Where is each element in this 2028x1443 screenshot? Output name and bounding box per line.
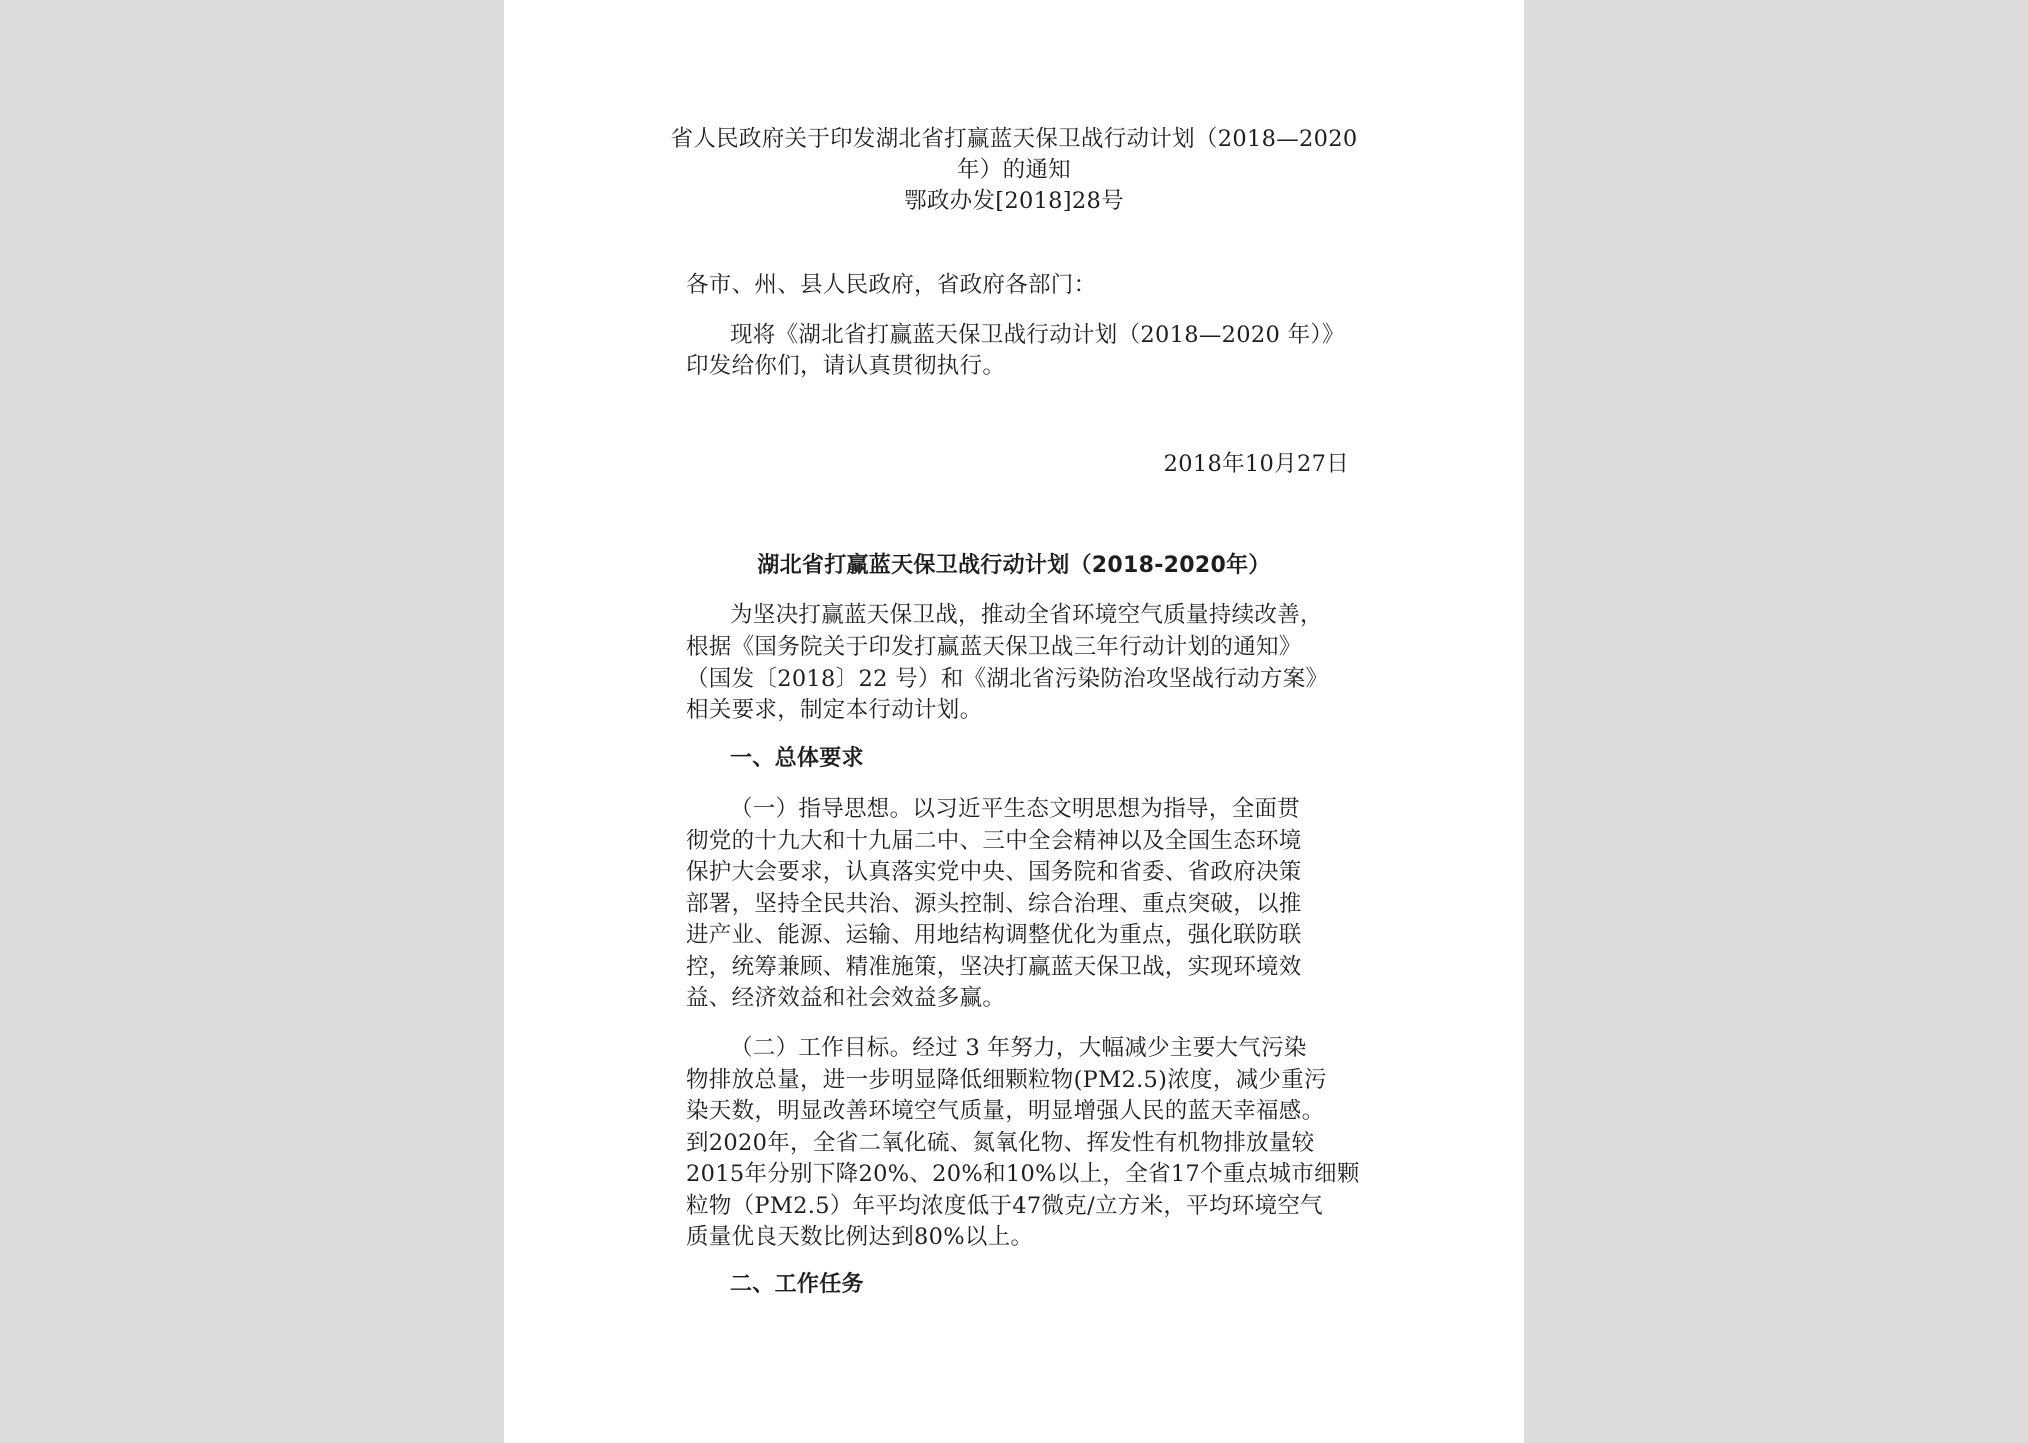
paragraph-line: 部署，坚持全民共治、源头控制、综合治理、重点突破，以推 (686, 891, 1302, 917)
section-heading-2: 二、工作任务 (730, 1272, 864, 1297)
document-number: 鄂政办发[2018]28号 (904, 188, 1124, 214)
paragraph-line: 彻党的十九大和十九届二中、三中全会精神以及全国生态环境 (686, 828, 1302, 854)
paragraph-line: （二）工作目标。经过 3 年努力，大幅减少主要大气污染 (730, 1035, 1307, 1061)
paragraph-line: （一）指导思想。以习近平生态文明思想为指导，全面贯 (730, 796, 1301, 822)
intro-line: 为坚决打赢蓝天保卫战，推动全省环境空气质量持续改善， (730, 602, 1323, 628)
paragraph-line: 物排放总量，进一步明显降低细颗粒物(PM2.5)浓度，减少重污 (686, 1067, 1327, 1093)
paragraph-line: 粒物（PM2.5）年平均浓度低于47微克/立方米，平均环境空气 (686, 1193, 1323, 1219)
section-heading-1: 一、总体要求 (730, 746, 864, 771)
paragraph-line: 2015年分别下降20%、20%和10%以上，全省17个重点城市细颗 (686, 1161, 1360, 1187)
notice-title-line-1: 省人民政府关于印发湖北省打赢蓝天保卫战行动计划（2018—2020 (670, 126, 1358, 152)
notice-body-line: 印发给你们，请认真贯彻执行。 (686, 353, 1006, 379)
plan-title: 湖北省打赢蓝天保卫战行动计划（2018-2020年） (757, 553, 1271, 578)
intro-line: 相关要求，制定本行动计划。 (686, 697, 983, 723)
paragraph-line: 保护大会要求，认真落实党中央、国务院和省委、省政府决策 (686, 859, 1302, 885)
intro-line: 根据《国务院关于印发打赢蓝天保卫战三年行动计划的通知》 (686, 634, 1302, 660)
issue-date: 2018年10月27日 (1163, 451, 1349, 477)
paragraph-line: 控，统筹兼顾、精准施策，坚决打赢蓝天保卫战，实现环境效 (686, 954, 1302, 980)
notice-body-line: 现将《湖北省打赢蓝天保卫战行动计划（2018—2020 年）》 (730, 322, 1345, 348)
paragraph-line: 益、经济效益和社会效益多赢。 (686, 985, 1006, 1011)
paragraph-line: 到2020年，全省二氧化硫、氮氧化物、挥发性有机物排放量较 (686, 1130, 1315, 1156)
notice-title-line-2: 年）的通知 (956, 157, 1071, 183)
paragraph-line: 质量优良天数比例达到80%以上。 (686, 1224, 1034, 1250)
document-page (504, 0, 1524, 1443)
paragraph-line: 染天数，明显改善环境空气质量，明显增强人民的蓝天幸福感。 (686, 1098, 1325, 1124)
intro-line: （国发〔2018〕22 号）和《湖北省污染防治攻坚战行动方案》 (686, 666, 1329, 692)
paragraph-line: 进产业、能源、运输、用地结构调整优化为重点，强化联防联 (686, 922, 1302, 948)
salutation: 各市、州、县人民政府，省政府各部门： (686, 272, 1097, 298)
